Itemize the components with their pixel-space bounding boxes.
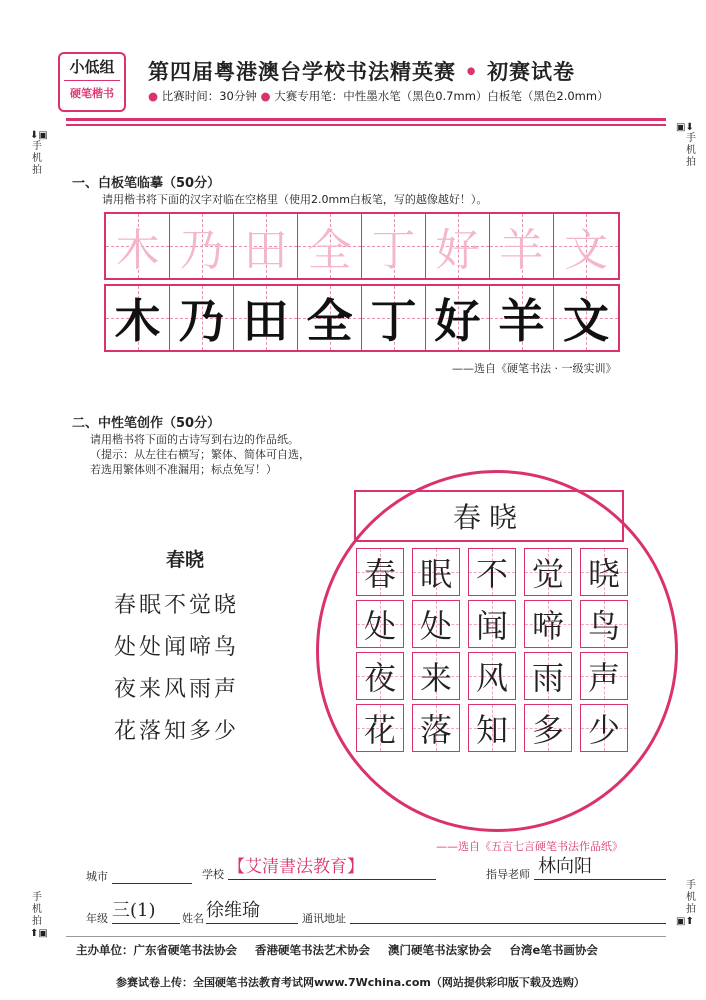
copy-char: 丁 <box>370 294 417 348</box>
handwritten-char: 不 <box>475 555 508 593</box>
handwritten-char: 啼 <box>531 607 564 645</box>
handwritten-cell <box>580 652 628 700</box>
handwritten-cell <box>468 548 516 596</box>
organizer: 广东省硬笔书法协会 <box>133 943 237 957</box>
section1-heading: 一、白板笔临摹（50分） <box>72 176 221 191</box>
handwritten-char: 雨 <box>531 659 564 697</box>
handwritten-cell <box>524 548 572 596</box>
name-field[interactable] <box>206 896 298 924</box>
badge-group-label: 小低组 <box>64 54 120 81</box>
handwritten-cell <box>580 600 628 648</box>
section2-heading: 二、中性笔创作（50分） <box>72 416 221 431</box>
section1-instruction: 请用楷书将下面的汉字对临在空格里（使用2.0mm白板笔，写的越像越好！）。 <box>102 193 488 206</box>
copy-row <box>104 284 620 352</box>
upload-footer: 参赛试卷上传：全国硬笔书法教育考试网www.7Wchina.com（网站提供彩印版下载及选购） <box>116 976 585 989</box>
handwritten-cell <box>412 548 460 596</box>
copy-cell <box>554 286 618 350</box>
section1-source: ——选自《硬笔书法 · 一级实训》 <box>452 362 617 375</box>
handwritten-char: 处 <box>419 607 452 645</box>
copy-cell <box>106 286 170 350</box>
handwritten-cell <box>356 704 404 752</box>
page-title <box>148 56 575 86</box>
handwritten-char: 眠 <box>419 555 452 593</box>
trace-char: 乃 <box>179 225 224 276</box>
handwritten-row <box>356 548 636 596</box>
section2-source: ——选自《五言七言硬笔书法作品纸》 <box>436 840 623 853</box>
exam-time: 比赛时间：30分钟 <box>161 89 257 103</box>
section2-instruction-2: （提示：从左往右横写；繁体、简体可自选， <box>90 448 310 461</box>
footer-divider <box>66 936 666 937</box>
organizers-label: 主办单位： <box>76 943 134 957</box>
organizer: 台湾e笔书画协会 <box>509 943 598 957</box>
handwritten-char: 多 <box>531 711 564 749</box>
trace-cell <box>106 214 170 278</box>
copy-char: 文 <box>563 294 609 348</box>
handwritten-title: 春晓 <box>354 490 624 542</box>
handwritten-char: 风 <box>475 659 508 697</box>
section2-instruction-1: 请用楷书将下面的古诗写到右边的作品纸。 <box>90 433 299 446</box>
copy-char: 乃 <box>178 294 225 348</box>
organizer: 香港硬笔书法艺术协会 <box>255 943 371 957</box>
bullet-icon: ● <box>260 89 271 103</box>
side-camera-top-right <box>676 122 698 169</box>
side-caption: 手机拍 <box>32 141 42 176</box>
section2-instruction-3: 若选用繁体则不准漏用；标点免写！） <box>90 463 277 476</box>
handwritten-cell <box>468 600 516 648</box>
trace-cell <box>170 214 234 278</box>
poem-line: 花落知多少 <box>114 719 240 744</box>
header-divider-thin <box>66 124 666 126</box>
handwritten-cell <box>356 600 404 648</box>
handwritten-cell <box>412 652 460 700</box>
trace-char: 全 <box>307 225 352 276</box>
trace-char: 文 <box>564 225 608 276</box>
teacher-field[interactable] <box>534 852 666 880</box>
grade-field[interactable] <box>112 896 180 924</box>
camera-icon: ⬇▣ <box>30 130 48 141</box>
copy-cell <box>362 286 426 350</box>
trace-cell <box>426 214 490 278</box>
handwritten-cell <box>356 548 404 596</box>
handwritten-row <box>356 652 636 700</box>
copy-char: 羊 <box>498 294 545 348</box>
organizer: 澳门硬笔书法家协会 <box>388 943 492 957</box>
trace-char: 木 <box>115 225 160 276</box>
exam-pens: 大赛专用笔：中性墨水笔（黑色0.7mm）白板笔（黑色2.0mm） <box>274 89 609 103</box>
poem-title: 春晓 <box>166 549 205 571</box>
trace-char: 好 <box>435 225 480 276</box>
handwritten-char: 声 <box>587 659 620 697</box>
copy-char: 全 <box>306 294 353 348</box>
title-tail: 初赛试卷 <box>487 59 576 84</box>
poem-line: 夜来风雨声 <box>114 677 240 702</box>
copy-cell <box>234 286 298 350</box>
handwritten-cell <box>412 600 460 648</box>
trace-char: 田 <box>243 225 288 276</box>
teacher-label: 指导老师 <box>486 868 530 881</box>
bullet-icon: ● <box>148 89 159 103</box>
address-field[interactable] <box>350 908 666 924</box>
camera-icon: ▣⬇ <box>676 122 694 133</box>
copy-char: 好 <box>434 294 481 348</box>
handwritten-char: 落 <box>419 711 452 749</box>
handwritten-cell <box>580 548 628 596</box>
handwritten-cell <box>524 652 572 700</box>
poem-line: 春眠不觉晓 <box>114 593 240 618</box>
header-divider <box>66 118 666 121</box>
handwritten-char: 觉 <box>531 555 564 593</box>
handwritten-char: 花 <box>363 711 396 749</box>
title-main: 第四届粤港澳台学校书法精英赛 <box>148 59 456 84</box>
handwritten-char: 鸟 <box>587 607 620 645</box>
trace-char: 羊 <box>499 225 544 276</box>
handwritten-cell <box>356 652 404 700</box>
trace-cell <box>234 214 298 278</box>
copy-cell <box>298 286 362 350</box>
handwritten-cell <box>412 704 460 752</box>
handwritten-row <box>356 600 636 648</box>
school-value: 【艾清書法教育】 <box>228 857 364 877</box>
copy-cell <box>170 286 234 350</box>
teacher-value: 林向阳 <box>538 856 592 877</box>
trace-cell <box>298 214 362 278</box>
camera-icon: ▣⬆ <box>676 916 694 927</box>
exam-info <box>148 88 609 104</box>
side-caption: 手机拍 <box>686 133 696 168</box>
copy-cell <box>490 286 554 350</box>
camera-icon: ⬆▣ <box>30 928 48 939</box>
copy-char: 木 <box>114 294 161 348</box>
side-caption: 手机拍 <box>32 892 42 927</box>
handwritten-row <box>356 704 636 752</box>
group-badge <box>58 52 126 112</box>
handwritten-char: 来 <box>419 659 452 697</box>
side-camera-bottom-left <box>30 892 48 939</box>
trace-cell <box>490 214 554 278</box>
handwritten-cell <box>580 704 628 752</box>
handwritten-cell <box>468 652 516 700</box>
handwritten-char: 春 <box>363 555 396 593</box>
handwritten-char: 处 <box>363 607 396 645</box>
copy-cell <box>426 286 490 350</box>
address-label: 通讯地址 <box>302 912 346 925</box>
city-label: 城市 <box>86 870 108 883</box>
grade-value: 三(1) <box>112 900 156 921</box>
trace-row <box>104 212 620 280</box>
trace-cell <box>362 214 426 278</box>
side-caption: 手机拍 <box>686 880 696 915</box>
school-label: 学校 <box>202 868 224 881</box>
handwritten-grid <box>356 548 636 756</box>
trace-cell <box>554 214 618 278</box>
handwritten-cell <box>524 704 572 752</box>
handwritten-cell <box>468 704 516 752</box>
poem-line: 处处闻啼鸟 <box>114 635 240 660</box>
handwritten-char: 夜 <box>363 659 396 697</box>
title-dot: • <box>464 59 479 84</box>
copy-char: 田 <box>242 294 289 348</box>
name-label: 姓名 <box>182 912 204 925</box>
handwritten-cell <box>524 600 572 648</box>
school-field[interactable] <box>228 852 436 880</box>
city-field[interactable] <box>112 868 192 884</box>
side-camera-bottom-right <box>676 880 698 927</box>
handwritten-char: 闻 <box>475 607 508 645</box>
badge-style-label: 硬笔楷书 <box>70 87 114 100</box>
handwritten-char: 知 <box>475 711 508 749</box>
handwritten-char: 少 <box>587 711 620 749</box>
side-camera-top-left <box>30 130 48 177</box>
trace-char: 丁 <box>371 225 416 276</box>
name-value: 徐维瑜 <box>206 900 260 921</box>
handwritten-char: 晓 <box>587 555 620 593</box>
grade-label: 年级 <box>86 912 108 925</box>
organizers <box>76 942 598 958</box>
